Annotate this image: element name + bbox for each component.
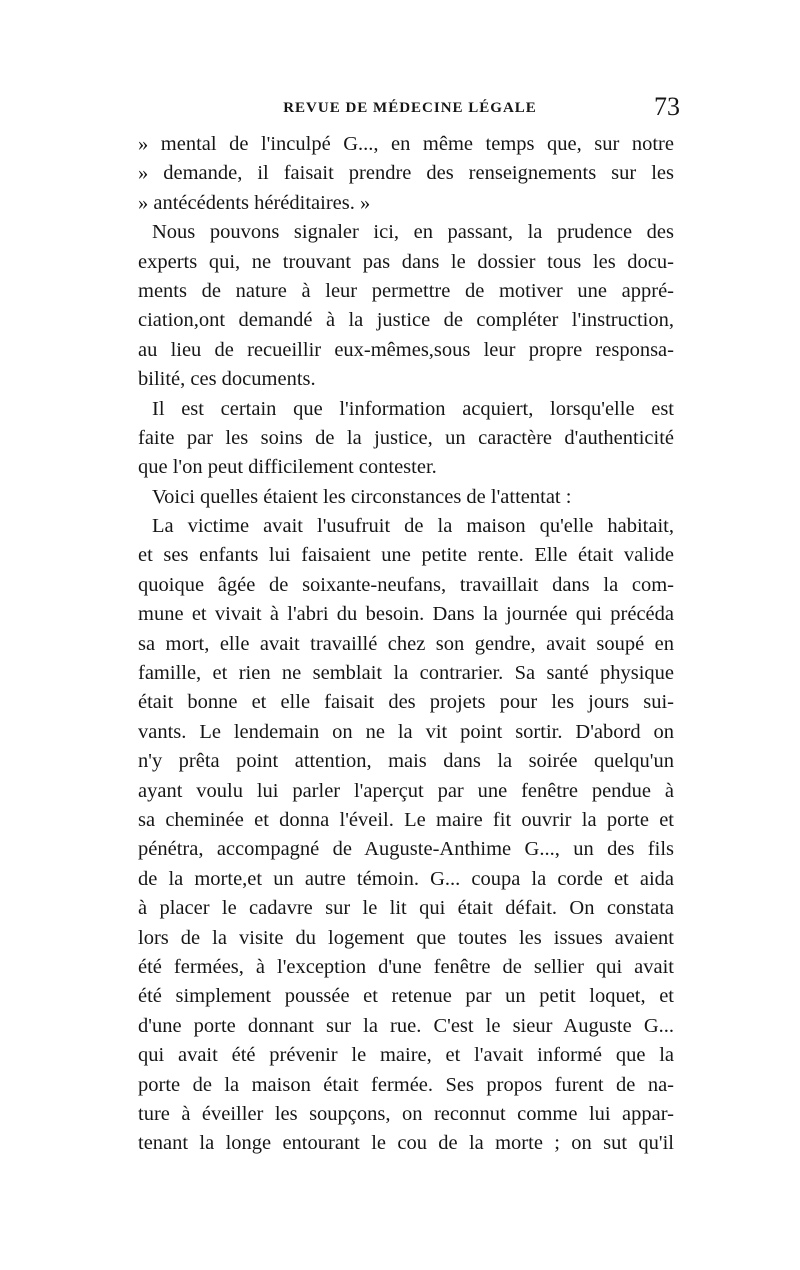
text-line: ture à éveiller les soupçons, on reconnut comme lui appar- (138, 1102, 674, 1125)
text-line: bilité, ces documents. (138, 368, 316, 391)
text-line: ments de nature à leur permettre de motiver une appré- (138, 279, 674, 302)
text-line: faite par les soins de la justice, un caractère d'authenticité (138, 426, 674, 449)
text-line: de la morte,et un autre témoin. G... coupa la corde et aida (138, 867, 674, 890)
text-line: été fermées, à l'exception d'une fenêtre de sellier qui avait (138, 955, 674, 978)
text-line: experts qui, ne trouvant pas dans le dossier tous les docu- (138, 250, 674, 273)
text-line: famille, et rien ne semblait la contrarier. Sa santé physique (138, 662, 674, 685)
text-line: été simplement poussée et retenue par un petit loquet, et (138, 985, 674, 1008)
running-title: REVUE DE MÉDECINE LÉGALE (283, 100, 537, 116)
text-line: Nous pouvons signaler ici, en passant, la prudence des (152, 221, 674, 244)
text-line: quoique âgée de soixante-neufans, travaillait dans la com- (138, 573, 674, 596)
text-line: pénétra, accompagné de Auguste-Anthime G..., un des fils (138, 838, 674, 861)
text-line: La victime avait l'usufruit de la maison qu'elle habitait, (152, 515, 674, 538)
text-line: » mental de l'inculpé G..., en même temps que, sur notre (138, 133, 674, 155)
page-number: 73 (654, 92, 680, 121)
text-line: et ses enfants lui faisaient une petite rente. Elle était valide (138, 544, 674, 567)
text-line: que l'on peut difficilement contester. (138, 456, 437, 479)
body-text (138, 130, 674, 1159)
text-line: Il est certain que l'information acquiert, lorsqu'elle est (152, 397, 674, 420)
text-line: mune et vivait à l'abri du besoin. Dans la journée qui précéda (138, 603, 674, 626)
text-line: lors de la visite du logement que toutes les issues avaient (138, 926, 674, 949)
text-line: porte de la maison était fermée. Ses propos furent de na- (138, 1073, 674, 1096)
text-line: au lieu de recueillir eux-mêmes,sous leur propre responsa- (138, 338, 674, 361)
text-line: tenant la longe entourant le cou de la morte ; on sut qu'il (138, 1132, 674, 1155)
running-head (140, 94, 680, 124)
text-line: Voici quelles étaient les circonstances de l'attentat : (152, 485, 572, 508)
text-line: » antécédents héréditaires. » (138, 191, 371, 214)
text-line: sa mort, elle avait travaillé chez son gendre, avait soupé en (138, 632, 674, 655)
text-line: était bonne et elle faisait des projets pour les jours sui- (138, 691, 674, 714)
text-line: vants. Le lendemain on ne la vit point sortir. D'abord on (138, 720, 674, 743)
text-line: à placer le cadavre sur le lit qui était défait. On constata (138, 897, 674, 920)
text-line: sa cheminée et donna l'éveil. Le maire fit ouvrir la porte et (138, 808, 674, 831)
text-line: qui avait été prévenir le maire, et l'avait informé que la (138, 1044, 674, 1067)
text-line: ayant voulu lui parler l'aperçut par une fenêtre pendue à (138, 779, 674, 802)
text-line: » demande, il faisait prendre des renseignements sur les (138, 162, 674, 185)
text-line: n'y prêta point attention, mais dans la soirée quelqu'un (138, 750, 674, 773)
text-line: ciation,ont demandé à la justice de compléter l'instruction, (138, 309, 674, 332)
text-line: d'une porte donnant sur la rue. C'est le sieur Auguste G... (138, 1014, 674, 1037)
